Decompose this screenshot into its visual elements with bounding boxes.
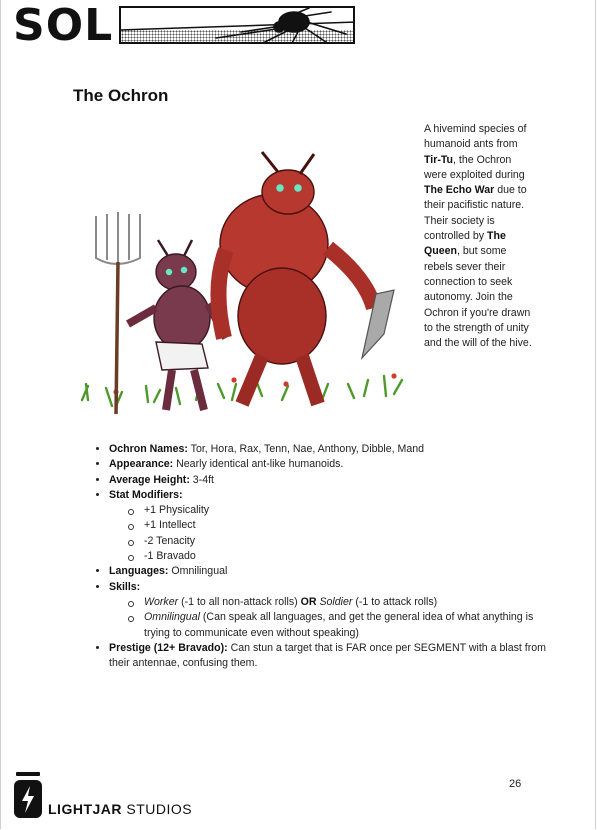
- spider-icon: [121, 8, 355, 44]
- names-value: Tor, Hora, Rax, Tenn, Nae, Anthony, Dibble, Mand: [187, 443, 425, 455]
- skill-omnilingual: Omnilingual: [144, 611, 200, 624]
- stat-item: +1 Physicality: [144, 503, 549, 518]
- intro-text-4: , but some rebels sever their connection to seek autonomy. Join the Ochron if you're drawn to the strength of unity and the will of the hive.: [424, 245, 532, 350]
- page-title: The Ochron: [73, 86, 169, 105]
- appearance-value: Nearly identical ant-like humanoids.: [173, 458, 344, 471]
- list-item: [109, 641, 549, 672]
- names-label: Ochron Names:: [109, 443, 188, 455]
- skills-label: Skills:: [109, 580, 141, 593]
- appearance-label: Appearance:: [109, 458, 174, 471]
- skill-soldier-desc: (-1 to attack rolls): [352, 595, 438, 608]
- stats-label: Stat Modifiers:: [109, 488, 183, 501]
- intro-bold-queen: The Queen: [424, 230, 506, 258]
- studio-rest: STUDIOS: [122, 801, 193, 817]
- skill-worker-desc: (-1 to all non-attack rolls): [178, 595, 301, 608]
- list-item: [109, 580, 549, 641]
- skill-soldier: Soldier: [316, 595, 353, 608]
- prestige-label: Prestige (12+ Bravado):: [109, 641, 228, 654]
- list-item: [109, 473, 549, 488]
- studio-name: [48, 801, 192, 817]
- stats-sublist: [109, 503, 549, 564]
- stat-item: -2 Tenacity: [144, 534, 549, 549]
- intro-text-2: , the Ochron were exploited during: [424, 153, 525, 181]
- skill-worker: Worker: [144, 595, 179, 608]
- skills-sublist: [109, 595, 549, 641]
- logo-text: SOL: [13, 0, 114, 51]
- details-list: [88, 442, 549, 671]
- languages-label: Languages:: [109, 565, 169, 578]
- list-item: [109, 488, 549, 564]
- skill-item: [144, 595, 549, 610]
- studio-bold: LIGHTJAR: [48, 801, 122, 817]
- intro-text-3: due to their pacifistic nature. Their society is controlled by: [424, 184, 527, 243]
- skill-item: [144, 610, 549, 641]
- prestige-value: Can stun a target that is FAR once per SEGMENT with a blast from their antennae, confusing them.: [109, 641, 546, 670]
- list-item: [109, 442, 549, 457]
- list-item: [109, 457, 549, 472]
- list-item: [109, 564, 549, 579]
- skill-or: OR: [300, 595, 317, 608]
- stat-item: -1 Bravado: [144, 549, 549, 564]
- header-banner: [119, 6, 355, 44]
- height-label: Average Height:: [109, 473, 190, 486]
- stat-item: +1 Intellect: [144, 518, 549, 533]
- languages-value: Omnilingual: [168, 565, 228, 578]
- height-value: 3-4ft: [189, 473, 215, 486]
- page-number: 26: [509, 778, 522, 790]
- ochron-ants-illustration: [76, 148, 416, 423]
- intro-bold-echo-war: The Echo War: [424, 184, 495, 197]
- intro-bold-tirtu: Tir-Tu: [424, 153, 454, 166]
- intro-paragraph: [424, 122, 536, 351]
- intro-text-1: A hivemind species of humanoid ants from: [424, 123, 527, 151]
- skill-omnilingual-desc: (Can speak all languages, and get the general idea of what anything is trying to communicate even without speaking): [144, 611, 534, 639]
- sol-logo: [13, 2, 113, 50]
